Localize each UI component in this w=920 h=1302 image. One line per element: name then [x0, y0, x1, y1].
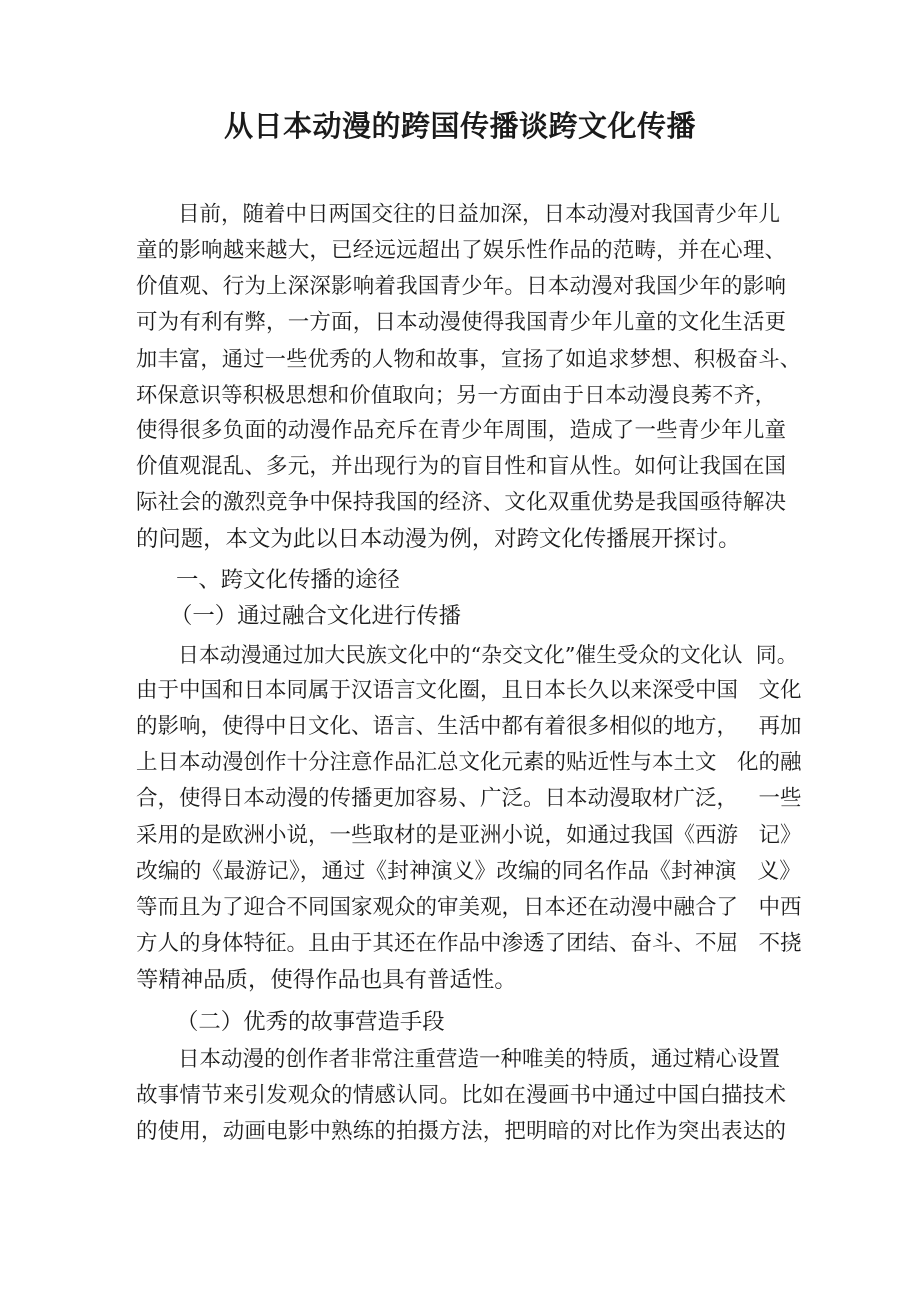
- paragraph-line: 故事情节来引发观众的情感认同。比如在漫画书中通过中国白描技术: [136, 1083, 786, 1108]
- paragraph-line: 使得很多负面的动漫作品充斥在青少年周围，造成了一些青少年儿童: [136, 418, 786, 443]
- paragraph-line: 日本动漫的创作者非常注重营造一种唯美的特质，通过精心设置: [178, 1047, 781, 1072]
- paragraph-line: 可为有利有弊，一方面，日本动漫使得我国青少年儿童的文化生活更: [136, 310, 786, 335]
- paragraph-line: 童的影响越来越大，已经远远超出了娱乐性作品的范畴，并在心理、: [136, 238, 786, 263]
- paragraph-line: 的问题，本文为此以日本动漫为例，对跨文化传播展开探讨。: [136, 526, 741, 552]
- paragraph-line: 加丰富，通过一些优秀的人物和故事，宣扬了如追求梦想、积极奋斗、: [136, 346, 801, 371]
- paragraph-line: 等精神品质，使得作品也具有普适性。: [136, 967, 517, 993]
- paragraph-line: 环保意识等积极思想和价值取向；另一方面由于日本动漫良莠不齐，: [136, 382, 776, 407]
- paragraph-line: 方人的身体特征。且由于其还在作品中渗透了团结、奋斗、不屈 不挠: [136, 931, 802, 956]
- paragraph-line: 价值观混乱、多元，并出现行为的盲目性和盲从性。如何让我国在国: [136, 454, 786, 479]
- paragraph-line: 日本动漫通过加大民族文化中的“杂交文化”催生受众的文化认 同。: [178, 643, 798, 667]
- subsection-heading: （二）优秀的故事营造手段: [176, 1009, 445, 1035]
- paragraph-line: 由于中国和日本同属于汉语言文化圈，且日本长久以来深受中国 文化: [136, 678, 802, 703]
- paragraph-line: 改编的《最游记》，通过《封神演义》改编的同名作品《封神演 义》: [136, 859, 801, 884]
- paragraph-line: 等而且为了迎合不同国家观众的审美观，日本还在动漫中融合了 中西: [136, 895, 802, 920]
- subsection-heading: （一）通过融合文化进行传播: [170, 603, 462, 629]
- paragraph-line: 的使用，动画电影中熟练的拍摄方法，把明暗的对比作为突出表达的: [136, 1119, 786, 1144]
- paragraph-line: 合，使得日本动漫的传播更加容易、广泛。日本动漫取材广泛， 一些: [136, 786, 802, 811]
- section-heading: 一、跨文化传播的途径: [176, 567, 400, 593]
- paragraph-line: 价值观、行为上深深影响着我国青少年。日本动漫对我国少年的影响: [136, 274, 786, 299]
- paragraph-line: 际社会的激烈竞争中保持我国的经济、文化双重优势是我国亟待解决: [136, 490, 786, 515]
- paragraph-line: 目前，随着中日两国交往的日益加深，日本动漫对我国青少年儿: [178, 202, 781, 227]
- paragraph-line: 的影响，使得中日文化、语言、生活中都有着很多相似的地方， 再加: [136, 714, 802, 739]
- paragraph-line: 采用的是欧洲小说，一些取材的是亚洲小说，如通过我国《西游 记》: [136, 823, 802, 848]
- document-title: 从日本动漫的跨国传播谈跨文化传播: [223, 109, 696, 143]
- paragraph-line: 上日本动漫创作十分注意作品汇总文化元素的贴近性与本土文 化的融: [136, 750, 802, 775]
